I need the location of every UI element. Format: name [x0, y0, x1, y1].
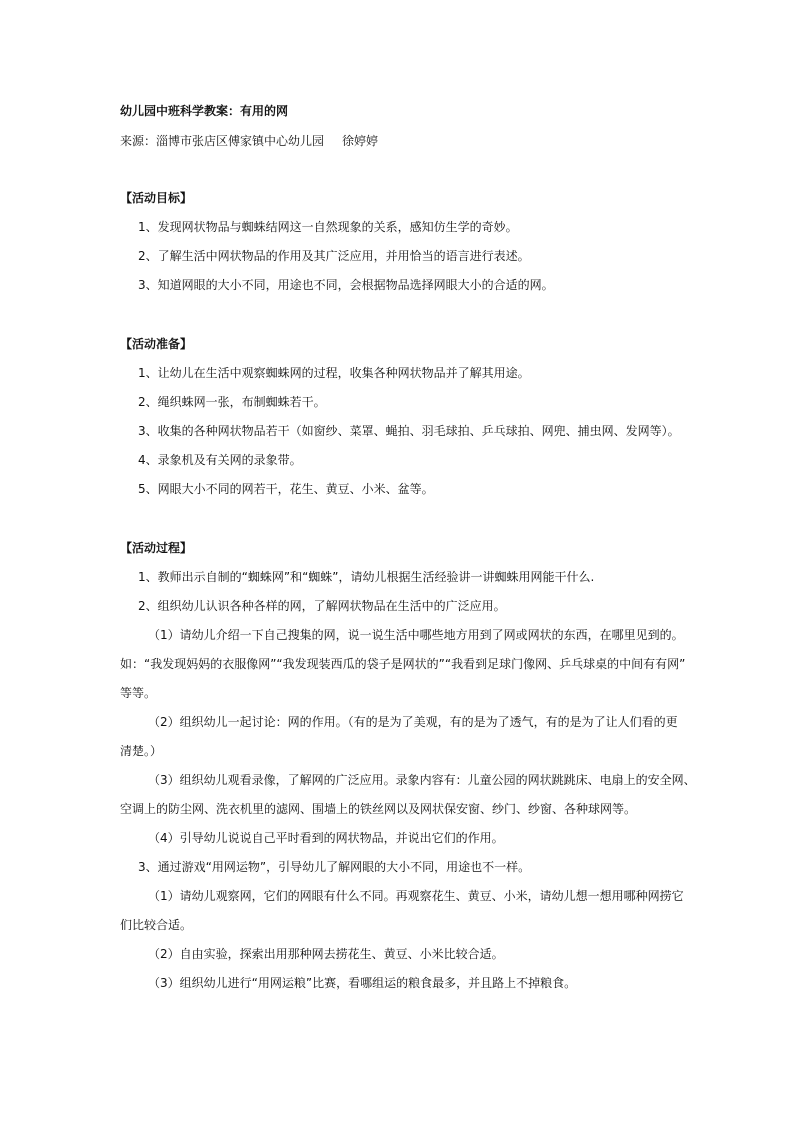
process-line: 等等。 [120, 686, 157, 700]
goal-item: 3、知道网眼的大小不同，用途也不同，会根据物品选择网眼大小的合适的网。 [138, 278, 554, 292]
process-line: （3）组织幼儿观看录像，了解网的广泛应用。录象内容有：儿童公园的网状跳跳床、电扇上的安全网、 [148, 773, 696, 787]
process-line: 3、通过游戏“用网运物”，引导幼儿了解网眼的大小不同，用途也不一样。 [138, 860, 531, 874]
goal-item: 2、了解生活中网状物品的作用及其广泛应用，并用恰当的语言进行表述。 [138, 249, 530, 263]
process-line: （2）自由实验，探索出用那种网去捞花生、黄豆、小米比较合适。 [148, 947, 504, 961]
goal-item: 1、发现网状物品与蜘蛛结网这一自然现象的关系，感知仿生学的奇妙。 [138, 220, 518, 234]
process-line: 1、教师出示自制的“蜘蛛网”和“蜘蛛”，请幼儿根据生活经验讲一讲蜘蛛用网能干什么. [138, 570, 595, 584]
process-line: （4）引导幼儿说说自己平时看到的网状物品，并说出它们的作用。 [148, 831, 504, 845]
section-heading-process: 【活动过程】 [120, 541, 193, 555]
process-line: （3）组织幼儿进行“用网运粮”比赛，看哪组运的粮食最多，并且路上不掉粮食。 [148, 976, 577, 990]
process-line: （1）请幼儿介绍一下自己搜集的网，说一说生活中哪些地方用到了网或网状的东西，在哪里见到的。 [148, 628, 684, 642]
preparation-item: 2、绳织蛛网一张，布制蜘蛛若干。 [138, 395, 326, 409]
section-heading-preparation: 【活动准备】 [120, 337, 193, 351]
source-org: 淄博市张店区傅家镇中心幼儿园 [156, 134, 325, 148]
process-line: 空调上的防尘网、洗衣机里的滤网、围墙上的铁丝网以及网状保安窗、纱门、纱窗、各种球网等。 [120, 802, 637, 816]
preparation-item: 4、录象机及有关网的录象带。 [138, 453, 302, 467]
process-line: 2、组织幼儿认识各种各样的网，了解网状物品在生活中的广泛应用。 [138, 599, 506, 613]
process-line: 们比较合适。 [120, 918, 193, 932]
document-title: 幼儿园中班科学教案：有用的网 [120, 104, 289, 118]
preparation-item: 5、网眼大小不同的网若干，花生、黄豆、小米、盆等。 [138, 482, 434, 496]
source-label: 来源： [120, 134, 157, 148]
process-line: （1）请幼儿观察网，它们的网眼有什么不同。再观察花生、黄豆、小米，请幼儿想一想用哪种网捞它 [148, 889, 684, 903]
preparation-item: 1、让幼儿在生活中观察蜘蛛网的过程，收集各种网状物品并了解其用途。 [138, 366, 530, 380]
process-line: （2）组织幼儿一起讨论：网的作用。（有的是为了美观，有的是为了透气，有的是为了让人们看的更 [148, 715, 678, 729]
preparation-item: 3、收集的各种网状物品若干（如窗纱、菜罩、蝇拍、羽毛球拍、乒乓球拍、网兜、捕虫网、发网等）。 [138, 424, 680, 438]
source-line [120, 133, 378, 149]
source-author: 徐婷婷 [342, 134, 379, 148]
process-line: 如：“我发现妈妈的衣服像网”“我发现装西瓜的袋子是网状的”“我看到足球门像网、乒乓球桌的中间有有网” [120, 657, 686, 671]
section-heading-goals: 【活动目标】 [120, 191, 193, 205]
process-line: 清楚。） [120, 744, 163, 758]
